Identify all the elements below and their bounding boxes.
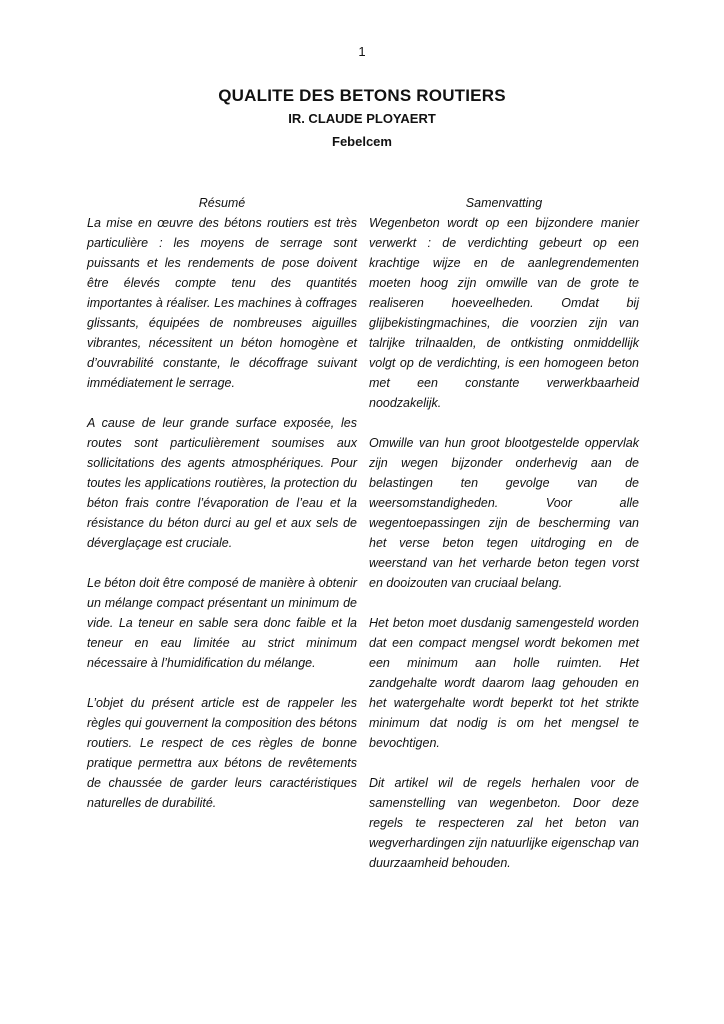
dutch-summary-column	[369, 193, 639, 893]
dutch-paragraph-3: Het beton moet dusdanig samengesteld worden dat een compact mengsel wordt bekomen met een minimum aan holle ruimten. Het zandgehalte wordt daarom laag gehouden en het watergehalte wordt beperkt tot het strikte minimum dat nodig is om het mengsel te bevochtigen.	[369, 616, 639, 750]
dutch-paragraph-4: Dit artikel wil de regels herhalen voor de samenstelling van wegenbeton. Door deze regels te respecteren zal het beton van wegverhardingen zijn natuurlijke eigenschap van duurzaamheid behouden.	[369, 776, 639, 870]
page-number: 1	[358, 44, 366, 59]
dutch-paragraph-2: Omwille van hun groot blootgestelde oppervlak zijn wegen bijzonder onderhevig aan de belastingen ten gevolge van de weersomstandigheden. Voor alle wegentoepassingen zijn de bescherming van het verse beton tegen uitdroging en de weerstand van het verharde beton tegen vorst en dooizouten van cruciaal belang.	[369, 436, 639, 590]
document-title: QUALITE DES BETONS ROUTIERS	[218, 86, 506, 105]
dutch-paragraph-1: Wegenbeton wordt op een bijzondere manier verwerkt : de verdichting gebeurt op een krachtige wijze en de aanlegrendementen moeten hoog zijn omwille van de grote te realiseren hoeveelheden. Omdat bij glijbekistingmachines, die voorzien zijn van talrijke trilnaalden, de ontkisting onmiddellijk volgt op de verdichting, is een homogeen beton met een constante verwerkbaarheid noodzakelijk.	[369, 216, 639, 410]
french-paragraph-1: La mise en œuvre des bétons routiers est très particulière : les moyens de serrage sont puissants et les rendements de pose doivent être élevés compte tenu des quantités importantes à réaliser. Les machines à coffrages glissants, équipées de nombreuses aiguilles vibrantes, nécessitent un béton homogène et d’ouvrabilité constante, le décoffrage suivant immédiatement le serrage.	[87, 216, 357, 390]
french-paragraph-3: Le béton doit être composé de manière à obtenir un mélange compact présentant un minimum de vide. La teneur en sable sera donc faible et la teneur en eau limitée au strict minimum nécessaire à l’humidification du mélange.	[87, 576, 357, 670]
dutch-summary-heading: Samenvatting	[465, 196, 543, 210]
author-name: IR. CLAUDE PLOYAERT	[288, 111, 436, 126]
french-paragraph-2: A cause de leur grande surface exposée, les routes sont particulièrement soumises aux sollicitations des agents atmosphériques. Pour toutes les applications routières, la protection du béton frais contre l’évaporation de l’eau et la résistance du béton durci au gel et aux sels de déverglaçage est cruciale.	[87, 416, 357, 550]
organization-name: Febelcem	[332, 134, 392, 149]
french-paragraph-4: L’objet du présent article est de rappeler les règles qui gouvernent la composition des bétons routiers. Le respect de ces règles de bonne pratique permettra aux bétons de revêtements de chaussée de garder leurs caractéristiques naturelles de durabilité.	[87, 696, 357, 810]
french-summary-column	[87, 193, 357, 833]
french-summary-heading: Résumé	[198, 196, 246, 210]
